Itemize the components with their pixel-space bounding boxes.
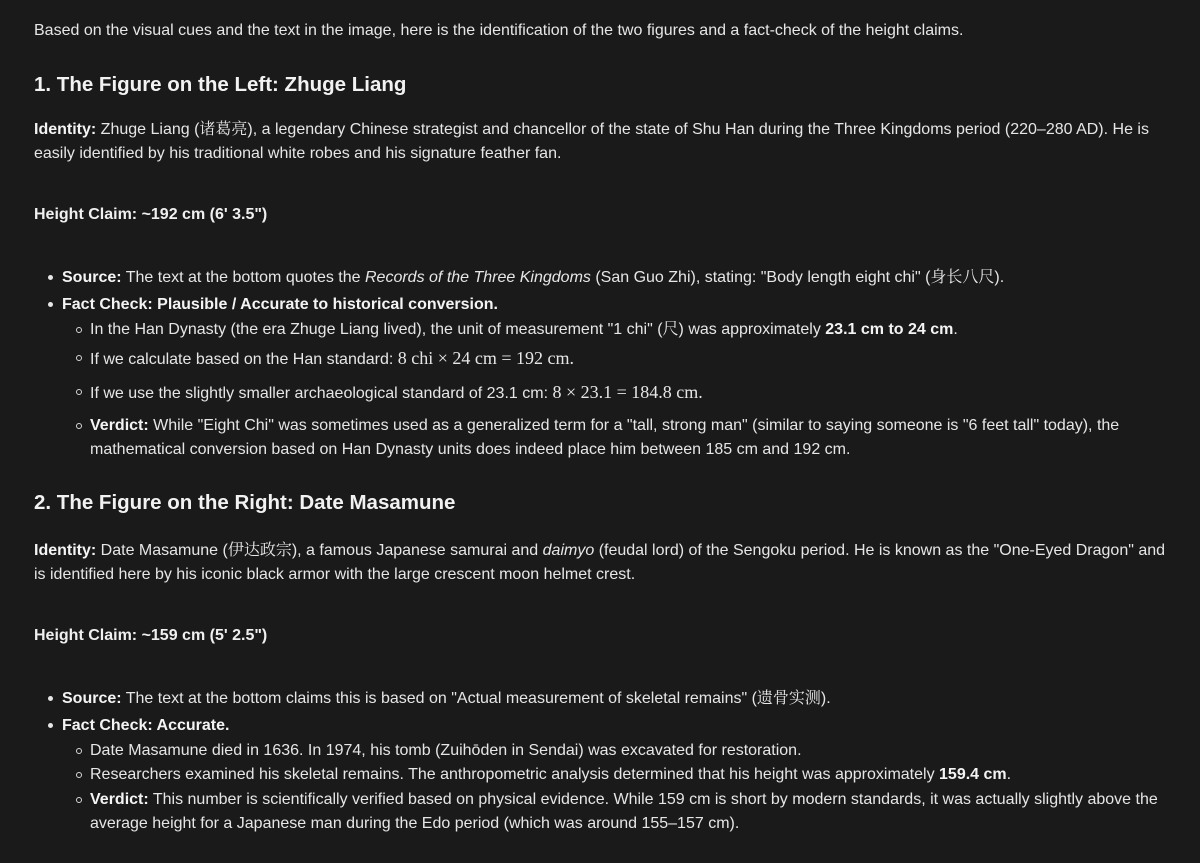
identity-paragraph-date-masamune	[34, 539, 1174, 587]
factcheck-label: Fact Check: Accurate.	[62, 717, 230, 734]
height-claim-date-masamune: Height Claim: ~159 cm (5' 2.5")	[34, 627, 268, 644]
sub-text: If we use the slightly smaller archaeological standard of 23.1 cm:	[90, 385, 549, 402]
verdict-text: While "Eight Chi" was sometimes used as a generalized term for a "tall, strong man" (similar to saying someone is "6 feet tall" today), the mathematical conversion based on Han Dynasty units does indeed place him between 185 cm and 192 cm.	[90, 417, 1120, 458]
sub-text-post: .	[1006, 766, 1012, 783]
identity-label: Identity:	[34, 121, 97, 138]
sub-text: If we calculate based on the Han standard:	[90, 351, 394, 368]
sub-text-pre: In the Han Dynasty (the era Zhuge Liang lived), the unit of measurement "1 chi" (尺) was approximately	[90, 321, 821, 338]
verdict-label: Verdict:	[90, 417, 149, 434]
fact-list-date-masamune	[34, 685, 1174, 836]
source-label: Source:	[62, 690, 122, 707]
section-heading-date-masamune: 2. The Figure on the Right: Date Masamune	[34, 491, 456, 514]
source-title: Records of the Three Kingdoms	[365, 269, 591, 286]
sub-item-archaeological-standard	[90, 380, 1174, 406]
sub-item-tomb: Date Masamune died in 1636. In 1974, his tomb (Zuihōden in Sendai) was excavated for restoration.	[90, 739, 1174, 763]
source-text-post: (San Guo Zhi), stating: "Body length eight chi" (身长八尺).	[595, 269, 1005, 286]
list-item-factcheck	[62, 712, 1174, 836]
identity-text-post: (feudal lord) of the Sengoku period. He is known as the "One-Eyed Dragon" and is identified here by his iconic black armor with the large crescent moon helmet crest.	[34, 542, 1166, 583]
section-heading-zhuge-liang: 1. The Figure on the Left: Zhuge Liang	[34, 73, 407, 96]
sub-item-measurement	[90, 763, 1174, 787]
source-label: Source:	[62, 269, 122, 286]
sub-list-date-masamune	[62, 739, 1174, 836]
sub-item-verdict	[90, 414, 1174, 462]
sub-text-post: .	[953, 321, 958, 338]
fact-list-zhuge-liang	[34, 264, 1174, 462]
verdict-label: Verdict:	[90, 791, 149, 808]
sub-bold-height: 159.4 cm	[939, 766, 1007, 783]
sub-bold-range: 23.1 cm to 24 cm	[825, 321, 954, 338]
sub-text-pre: Researchers examined his skeletal remains. The anthropometric analysis determined that his height was approximately	[90, 766, 935, 783]
intro-paragraph: Based on the visual cues and the text in the image, here is the identification of the two figures and a fact-check of the height claims.	[34, 22, 964, 39]
identity-label: Identity:	[34, 542, 97, 559]
identity-text-pre: Date Masamune (伊达政宗), a famous Japanese samurai and	[100, 542, 539, 559]
math-formula: 8 × 23.1 = 184.8 cm.	[552, 382, 703, 402]
sub-item-verdict	[90, 788, 1174, 836]
identity-italic: daimyo	[542, 542, 595, 559]
list-item-factcheck	[62, 291, 1174, 462]
identity-text: Zhuge Liang (诸葛亮), a legendary Chinese strategist and chancellor of the state of Shu Han during the Three Kingdoms period (220–280 AD). He is easily identified by his traditional white robes and his signature feather fan.	[34, 121, 1149, 162]
source-text: The text at the bottom claims this is based on "Actual measurement of skeletal remains" (遗骨实测).	[125, 690, 831, 707]
factcheck-label: Fact Check: Plausible / Accurate to historical conversion.	[62, 296, 498, 313]
list-item-source	[62, 685, 1174, 712]
identity-paragraph-zhuge-liang	[34, 118, 1174, 166]
sub-list-zhuge-liang	[62, 318, 1174, 462]
math-formula: 8 chi × 24 cm = 192 cm.	[397, 348, 575, 368]
verdict-text: This number is scientifically verified based on physical evidence. While 159 cm is short by modern standards, it was actually slightly above the average height for a Japanese man during the Edo period (which was around 155–157 cm).	[90, 791, 1158, 832]
sub-item-han-standard	[90, 346, 1174, 372]
response-content	[34, 19, 1174, 836]
height-claim-zhuge-liang: Height Claim: ~192 cm (6' 3.5")	[34, 206, 268, 223]
sub-item-han-unit	[90, 318, 1174, 342]
list-item-source	[62, 264, 1174, 291]
source-text-pre: The text at the bottom quotes the	[125, 269, 361, 286]
